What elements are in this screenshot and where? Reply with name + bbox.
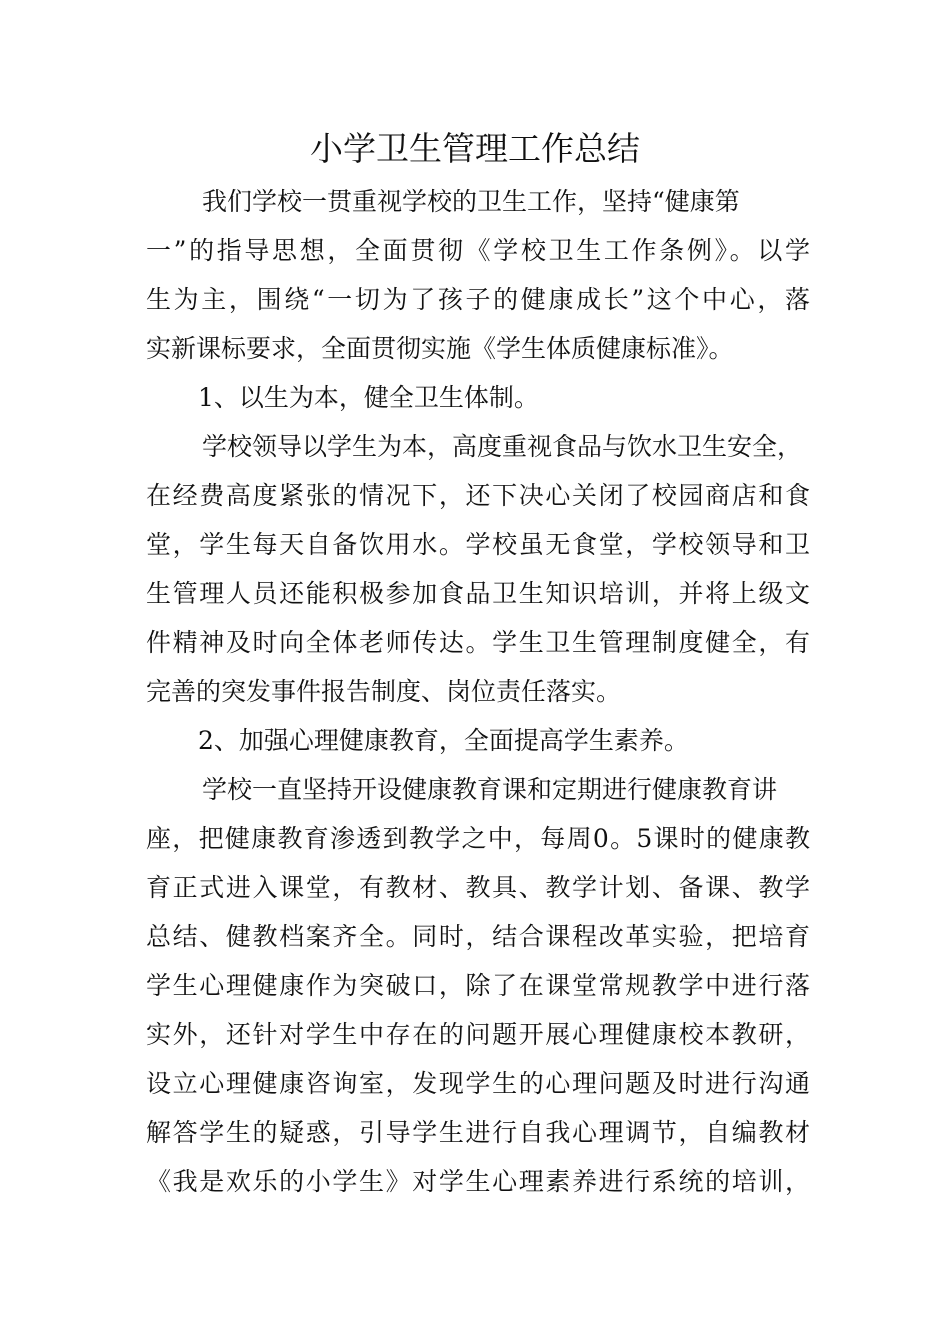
text-line: 座，把健康教育渗透到教学之中，每周0。5课时的健康教 bbox=[146, 824, 810, 853]
text-line: 学校一直坚持开设健康教育课和定期进行健康教育讲 bbox=[202, 775, 778, 804]
text-line: 完善的突发事件报告制度、岗位责任落实。 bbox=[146, 677, 622, 706]
text-line: 堂，学生每天自备饮用水。学校虽无食堂，学校领导和卫 bbox=[146, 530, 810, 559]
text-line: 生管理人员还能积极参加食品卫生知识培训，并将上级文 bbox=[146, 579, 810, 608]
text-line: 解答学生的疑惑，引导学生进行自我心理调节，自编教材 bbox=[146, 1118, 810, 1147]
section-heading-2: 2、加强心理健康教育，全面提高学生素养。 bbox=[198, 726, 689, 755]
text-line: 学校领导以学生为本，高度重视食品与饮水卫生安全， bbox=[202, 432, 803, 461]
document-body bbox=[146, 177, 810, 1206]
text-line: 实新课标要求，全面贯彻实施《学生体质健康标准》。 bbox=[146, 334, 734, 363]
section-heading-1: 1、以生为本，健全卫生体制。 bbox=[198, 383, 539, 412]
document-title: 小学卫生管理工作总结 bbox=[310, 129, 640, 168]
text-line: 我们学校一贯重视学校的卫生工作，坚持“健康第 bbox=[202, 187, 740, 216]
text-line: 一”的指导思想，全面贯彻《学校卫生工作条例》。以学 bbox=[146, 236, 810, 265]
text-line: 《我是欢乐的小学生》对学生心理素养进行系统的培训， bbox=[146, 1167, 810, 1196]
text-line: 在经费高度紧张的情况下，还下决心关闭了校园商店和食 bbox=[146, 481, 810, 510]
text-line: 实外，还针对学生中存在的问题开展心理健康校本教研， bbox=[146, 1020, 810, 1049]
text-line: 件精神及时向全体老师传达。学生卫生管理制度健全，有 bbox=[146, 628, 810, 657]
text-line: 学生心理健康作为突破口，除了在课堂常规教学中进行落 bbox=[146, 971, 810, 1000]
text-line: 生为主，围绕“一切为了孩子的健康成长”这个中心，落 bbox=[146, 285, 810, 314]
text-line: 总结、健教档案齐全。同时，结合课程改革实验，把培育 bbox=[146, 922, 810, 951]
text-line: 育正式进入课堂，有教材、教具、教学计划、备课、教学 bbox=[146, 873, 810, 902]
text-line: 设立心理健康咨询室，发现学生的心理问题及时进行沟通 bbox=[146, 1069, 810, 1098]
